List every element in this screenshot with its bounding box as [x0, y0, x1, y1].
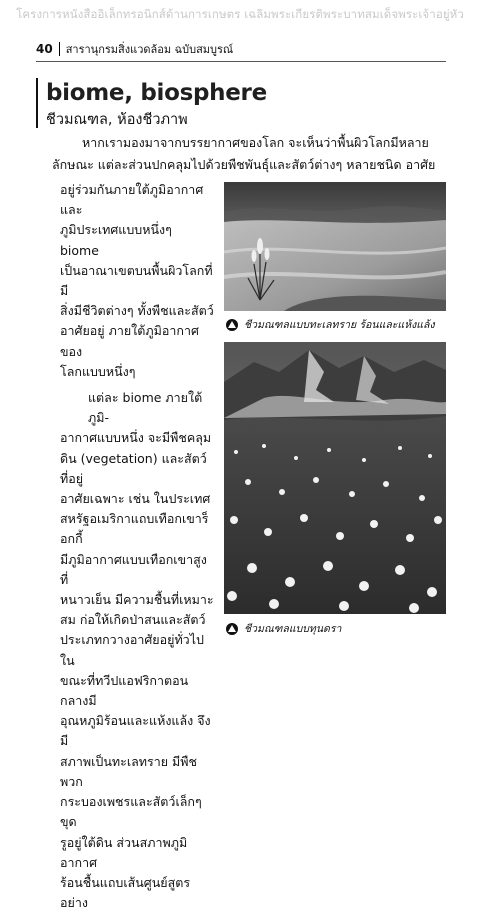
page-header: [36, 38, 446, 60]
body-line: ร้อนชื้นแถบเส้นศูนย์สูตรอย่าง: [60, 874, 191, 911]
body-line: สภาพเป็นทะเลทราย มีพืชพวก: [60, 753, 197, 789]
body-line: กระบองเพชรและสัตว์เล็กๆ ขุด: [60, 794, 202, 830]
body-line: ภูมิประเทศแบบหนึ่งๆ biome: [60, 222, 172, 258]
body-line: เป็นอาณาเขตบนพื้นผิวโลกที่มี: [60, 262, 213, 299]
caption-text: ชีวมณฑลแบบทุนดรา: [244, 623, 342, 635]
body-line: ดิน (vegetation) และสัตว์ที่อยู่: [60, 450, 207, 486]
body-line: แต่ละ biome ภายใต้ภูมิ-: [88, 390, 203, 426]
body-line: สม ก่อให้เกิดป่าสนและสัตว์: [60, 612, 206, 628]
desert-caption: [226, 316, 435, 333]
watermark: โครงการหนังสืออิเล็กทรอนิกส์ด้านการเกษตร เฉลิมพระเกียรติพระบาทสมเด็จพระเจ้าอยู่หัว: [16, 7, 464, 21]
triangle-bullet-icon: [226, 319, 238, 331]
tundra-caption: [226, 620, 341, 637]
body-line: อุณหภูมิร้อนและแห้งแล้ง จึงมี: [60, 713, 211, 749]
body-line: อยู่ร่วมกันภายใต้ภูมิอากาศและ: [60, 182, 204, 218]
caption-text: ชีวมณฑลแบบทะเลทราย ร้อนและแห้งแล้ง: [244, 319, 435, 331]
triangle-bullet-icon: [226, 623, 238, 635]
intro-paragraph: [52, 132, 444, 176]
desert-photo: [224, 182, 446, 311]
body-line: รูอยู่ใต้ดิน ส่วนสภาพภูมิอากาศ: [60, 834, 188, 870]
body-line: ขณะที่ทวีปแอฟริกาตอนกลางมี: [60, 672, 189, 709]
entry-title: biome, biosphere: [46, 80, 267, 106]
intro-line: ลักษณะ แต่ละส่วนปกคลุมไปด้วยพืชพันธุ์และสัตว์ต่างๆ หลายชนิด อาศัย: [52, 157, 436, 172]
book-title: สารานุกรมสิ่งแวดล้อม ฉบับสมบูรณ์: [65, 43, 234, 56]
heading-bar: [36, 78, 38, 128]
header-rule: [36, 61, 446, 62]
body-line: สหรัฐอเมริกาแถบเทือกเขาร็อกกี้: [60, 511, 209, 547]
header-separator: [59, 42, 60, 56]
body-line: อาศัยเฉพาะ เช่น ในประเทศ: [60, 491, 211, 507]
body-line: มีภูมิอากาศแบบเทือกเขาสูงที่: [60, 551, 207, 587]
body-line: หนาวเย็น มีความชื้นที่เหมาะ: [60, 592, 214, 608]
body-column: [60, 180, 214, 913]
intro-line: หากเรามองมาจากบรรยากาศของโลก จะเห็นว่าพื้นผิวโลกมีหลาย: [82, 135, 429, 150]
body-line: ประเภทกวางอาศัยอยู่ทั่วไป ใน: [60, 632, 204, 668]
entry-subtitle: ชีวมณฑล, ห้องชีวภาพ: [46, 112, 188, 128]
body-line: อาศัยอยู่ ภายใต้ภูมิอากาศของ: [60, 323, 199, 359]
page-number: 40: [36, 42, 53, 56]
body-line: สิ่งมีชีวิตต่างๆ ทั้งพืชและสัตว์: [60, 303, 214, 319]
tundra-photo: [224, 342, 446, 614]
body-line: อากาศแบบหนึ่ง จะมีพืชคลุม: [60, 430, 212, 446]
body-line: โลกแบบหนึ่งๆ: [60, 363, 136, 379]
